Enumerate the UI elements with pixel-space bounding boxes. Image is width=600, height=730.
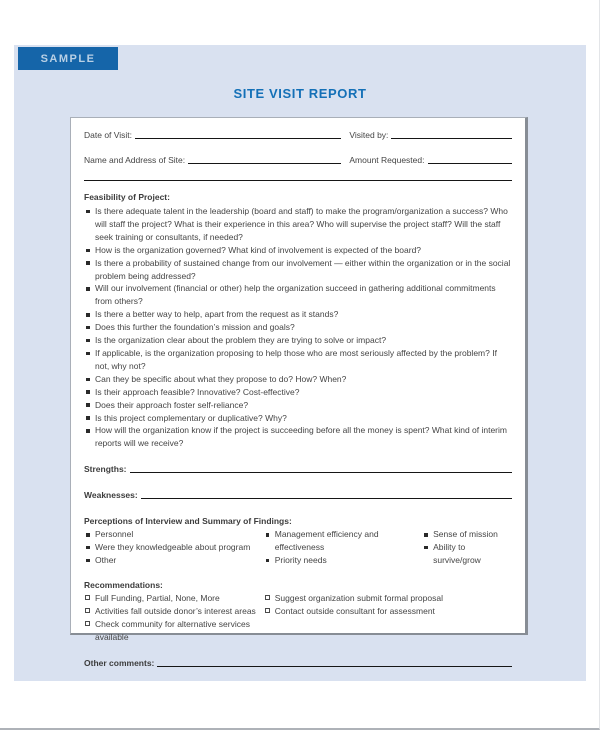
- perceptions-col2: [264, 528, 422, 567]
- feasibility-question: How is the organization governed? What kind of involvement is expected of the board?: [84, 244, 512, 257]
- perception-item: Were they knowledgeable about program: [84, 541, 264, 554]
- perception-item: Priority needs: [264, 554, 422, 567]
- date-of-visit-line: [135, 131, 341, 139]
- weaknesses-label: Weaknesses:: [84, 490, 138, 501]
- perception-item: Management efficiency and effectiveness: [264, 528, 422, 554]
- feasibility-question: If applicable, is the organization proposing to help those who are most seriously affected by the problem? If not, why not?: [84, 347, 512, 373]
- feasibility-question: Does their approach foster self-reliance?: [84, 399, 512, 412]
- feasibility-question: Will our involvement (financial or other) help the organization succeed in gathering additional commitments from others?: [84, 282, 512, 308]
- feasibility-heading: Feasibility of Project:: [84, 192, 170, 202]
- page-title: SITE VISIT REPORT: [233, 86, 367, 101]
- weaknesses-line: [141, 491, 512, 499]
- feasibility-question: Is the organization clear about the problem they are trying to solve or impact?: [84, 334, 512, 347]
- feasibility-question: Does this further the foundation’s mission and goals?: [84, 321, 512, 334]
- other-comments-line: [157, 659, 512, 667]
- recommendation-item: [84, 592, 264, 605]
- feasibility-question: Is their approach feasible? Innovative? Cost-effective?: [84, 386, 512, 399]
- recommendations-heading: Recommendations:: [84, 579, 163, 590]
- other-comments-row: [84, 658, 512, 668]
- checkbox-icon: [85, 608, 90, 613]
- feasibility-question: How will the organization know if the project is succeeding before all the money is spent? What kind of interim reports will we receive?: [84, 424, 512, 450]
- checkbox-icon: [85, 595, 90, 600]
- feasibility-question: Is there adequate talent in the leadership (board and staff) to make the program/organization a success? Who will staff the project? What is their experience in this area? Who will supervise the project staff? Will the staff seek training or consultants, if needed?: [84, 205, 512, 244]
- recommendation-label: Contact outside consultant for assessment: [274, 605, 435, 616]
- date-visited-row: [84, 130, 512, 140]
- document-canvas: [14, 45, 586, 681]
- recommendations-col1: [84, 592, 264, 644]
- feasibility-question: Is there a probability of sustained change from our involvement — either within the organization or in the social problem being addressed?: [84, 257, 512, 283]
- feasibility-question: Is this project complementary or duplicative? Why?: [84, 412, 512, 425]
- recommendation-item: [264, 605, 512, 618]
- perception-item: Ability to survive/grow: [422, 541, 512, 567]
- strengths-line: [130, 465, 513, 473]
- checkbox-icon: [265, 595, 270, 600]
- perceptions-columns: [84, 528, 512, 567]
- feasibility-question-list: [84, 205, 512, 450]
- address-continuation-line: [84, 180, 512, 181]
- name-address-label: Name and Address of Site:: [84, 155, 186, 165]
- perception-item: Other: [84, 554, 264, 567]
- recommendation-item: [84, 605, 264, 618]
- name-address-line: [188, 156, 341, 164]
- recommendation-label: Suggest organization submit formal proposal: [274, 592, 443, 603]
- strengths-label: Strengths:: [84, 464, 127, 475]
- sample-badge: SAMPLE: [18, 47, 118, 70]
- recommendation-label: Full Funding, Partial, None, More: [95, 592, 220, 603]
- recommendation-item: [84, 618, 264, 644]
- amount-requested-line: [428, 156, 513, 164]
- weaknesses-row: [84, 490, 512, 500]
- perceptions-heading: Perceptions of Interview and Summary of Findings:: [84, 516, 292, 527]
- perceptions-col3: [422, 528, 512, 567]
- recommendations-columns: [84, 592, 512, 644]
- feasibility-question: Is there a better way to help, apart from the request as it stands?: [84, 308, 512, 321]
- strengths-row: [84, 464, 512, 474]
- feasibility-question: Can they be specific about what they propose to do? How? When?: [84, 373, 512, 386]
- other-comments-label: Other comments:: [84, 657, 155, 668]
- recommendation-label: Activities fall outside donor’s interest areas: [95, 605, 256, 616]
- date-of-visit-label: Date of Visit:: [84, 130, 133, 140]
- recommendations-col2: [264, 592, 512, 644]
- visited-by-line: [391, 131, 512, 139]
- recommendation-label: Check community for alternative services available: [95, 618, 250, 642]
- perceptions-col1: [84, 528, 264, 567]
- name-amount-row: [84, 155, 512, 165]
- visited-by-label: Visited by:: [349, 130, 389, 140]
- perception-item: Sense of mission: [422, 528, 512, 541]
- recommendation-item: [264, 592, 512, 605]
- checkbox-icon: [85, 621, 90, 626]
- perception-item: Personnel: [84, 528, 264, 541]
- amount-requested-label: Amount Requested:: [349, 155, 425, 165]
- form-page: [70, 117, 528, 668]
- checkbox-icon: [265, 608, 270, 613]
